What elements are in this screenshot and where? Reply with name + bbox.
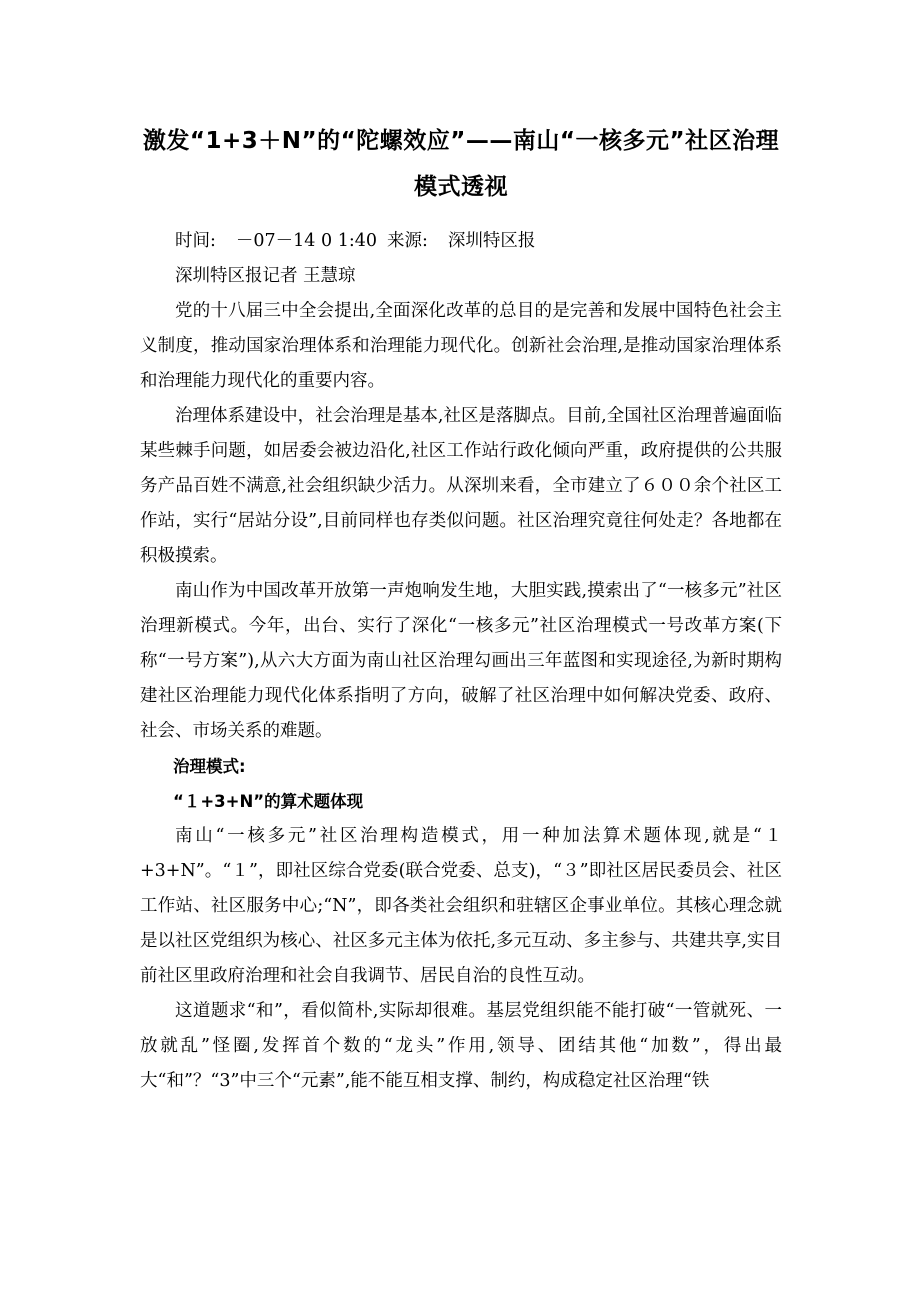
paragraph: 南山作为中国改革开放第一声炮响发生地，大胆实践,摸索出了“一核多元”社区治理新模式。今年，出台、实行了深化“一核多元”社区治理模式一号改革方案(下称“一号方案”),从六大方面为南山社区治理勾画出三年蓝图和实现途径,为新时期构建社区治理能力现代化体系指明了方向，破解了社区治理中如何解决党委、政府、社会、市场关系的难题。 bbox=[140, 581, 782, 741]
paragraph: 党的十八届三中全会提出,全面深化改革的总目的是完善和发展中国特色社会主义制度，推动国家治理体系和治理能力现代化。创新社会治理,是推动国家治理体系和治理能力现代化的重要内容。 bbox=[140, 301, 782, 391]
time-label: 时间: bbox=[175, 231, 216, 251]
time-value: －07－14 0 1:40 bbox=[235, 231, 377, 251]
article-title bbox=[140, 118, 782, 210]
section-subheading: “１+3+N”的算术题体现 bbox=[173, 792, 364, 811]
article-body bbox=[140, 224, 782, 1099]
article-title-line-2: 模式透视 bbox=[414, 174, 508, 200]
source-value: 深圳特区报 bbox=[447, 231, 536, 251]
paragraph: 治理体系建设中，社会治理是基本,社区是落脚点。目前,全国社区治理普遍面临某些棘手问题，如居委会被边沿化,社区工作站行政化倾向严重，政府提供的公共服务产品百姓不满意,社会组织缺少活力。从深圳来看，全市建立了６００余个社区工作站，实行“居站分设”,目前同样也存类似问题。社区治理究竟往何处走？各地都在积极摸索。 bbox=[140, 406, 782, 566]
source-label: 来源: bbox=[387, 231, 428, 251]
byline: 深圳特区报记者 王慧琼 bbox=[175, 266, 356, 286]
article-title-line-1: 激发“1+3＋N”的“陀螺效应”——南山“一核多元”社区治理 bbox=[142, 128, 780, 154]
article-meta bbox=[140, 224, 782, 259]
paragraph: 这道题求“和”，看似简朴,实际却很难。基层党组织能不能打破“一管就死、一放就乱”怪圈,发挥首个数的“龙头”作用,领导、团结其他“加数”，得出最大“和”？“3”中三个“元素”,能不能互相支撑、制约，构成稳定社区治理“铁 bbox=[140, 1001, 782, 1091]
paragraph: 南山“一核多元”社区治理构造模式，用一种加法算术题体现,就是“１+3+N”。“１”，即社区综合党委(联合党委、总支)，“３”即社区居民委员会、社区工作站、社区服务中心;“N”，即各类社会组织和驻辖区企事业单位。其核心理念就是以社区党组织为核心、社区多元主体为依托,多元互动、多主参与、共建共享,实目前社区里政府治理和社会自我调节、居民自治的良性互动。 bbox=[140, 826, 782, 986]
document-page bbox=[140, 118, 782, 1099]
section-heading: 治理模式: bbox=[173, 757, 246, 776]
